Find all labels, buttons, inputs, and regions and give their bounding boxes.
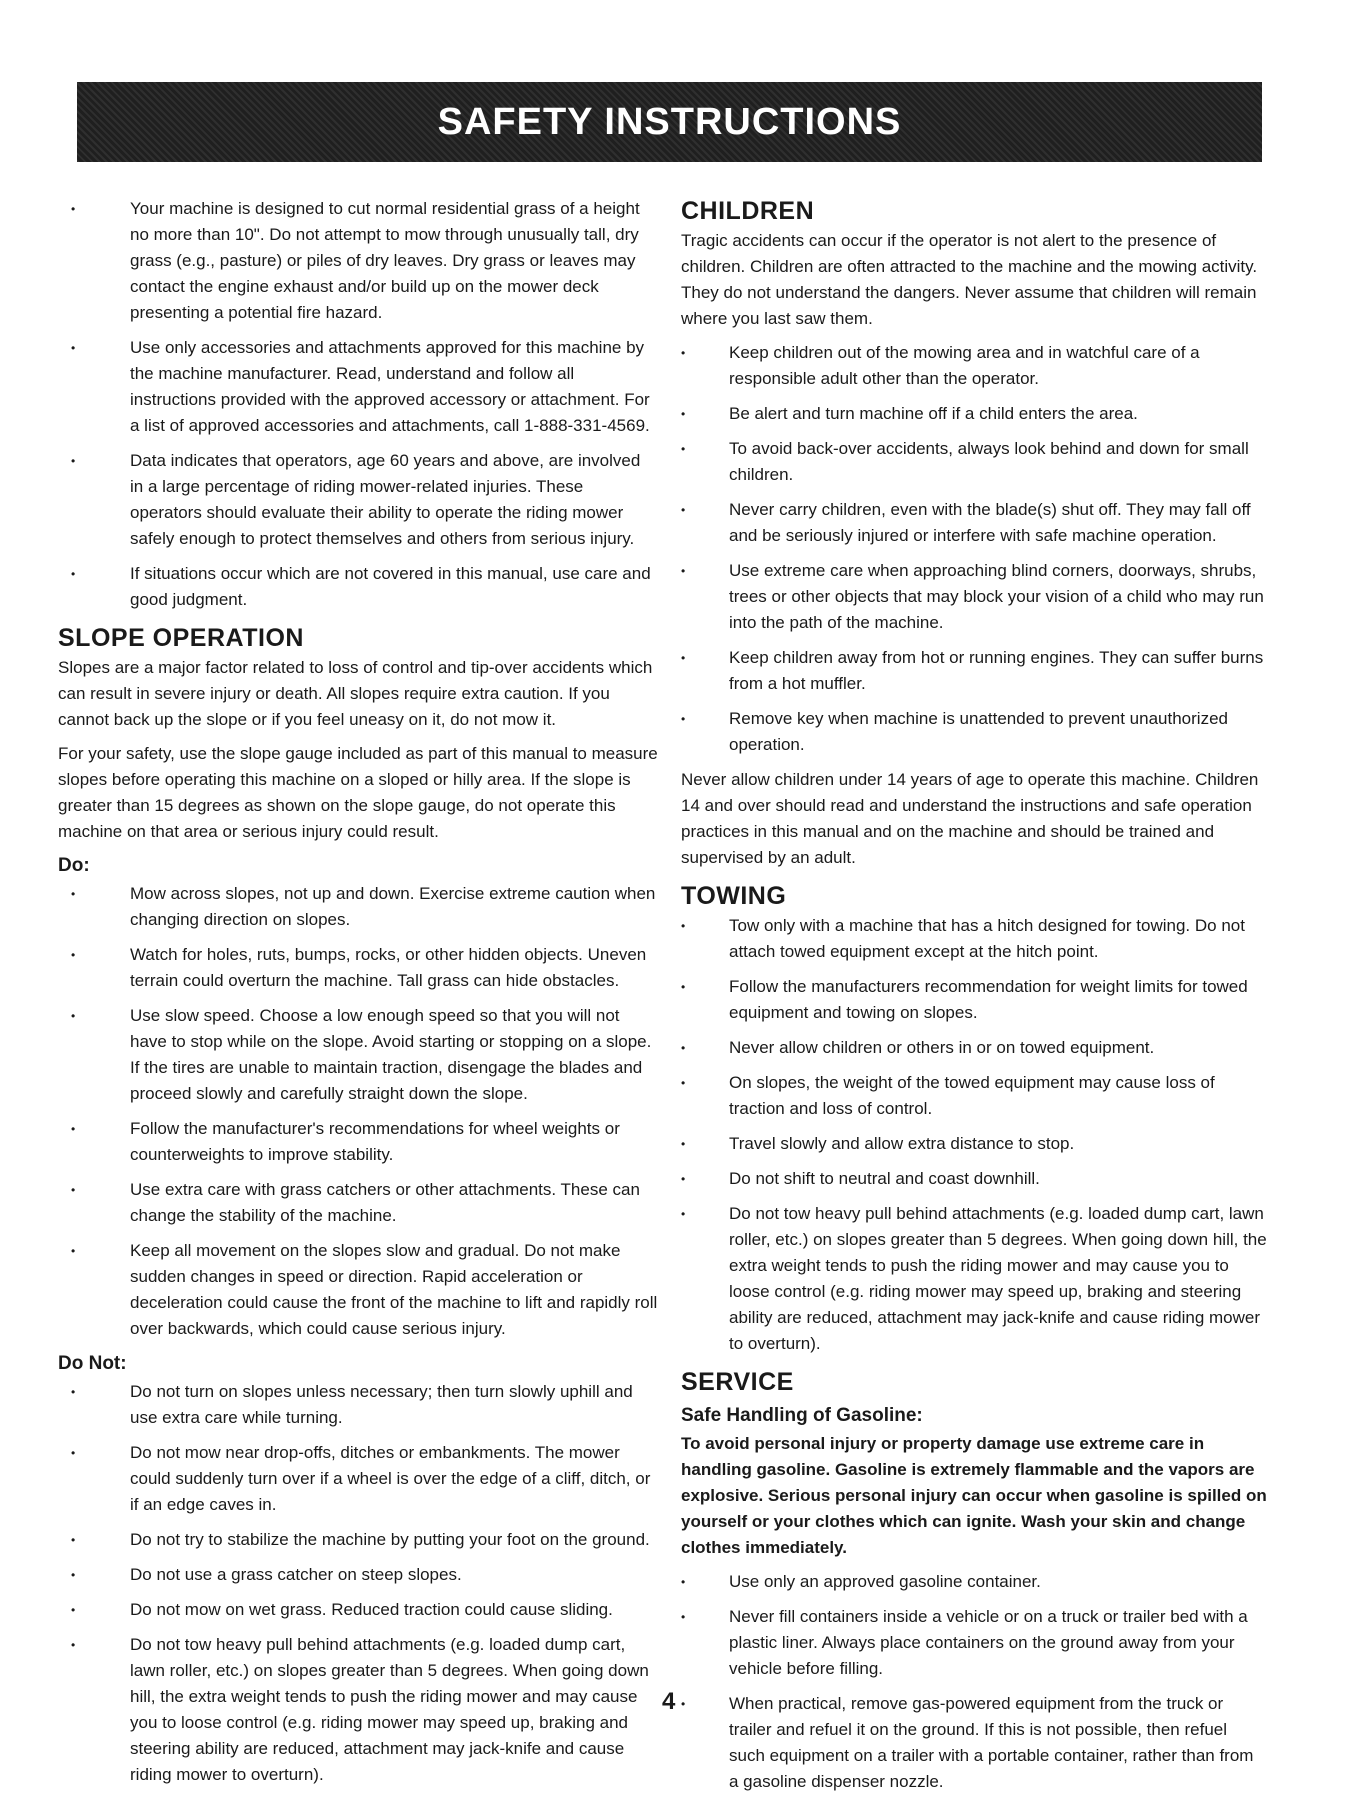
service-heading: SERVICE: [681, 1368, 794, 1396]
list-item: • Follow the manufacturers recommendation for weight limits for towed equipment and towing on slopes.: [681, 974, 1267, 1026]
list-item: • Keep children away from hot or running engines. They can suffer burns from a hot muffler.: [681, 645, 1267, 697]
list-item: • Be alert and turn machine off if a child enters the area.: [681, 401, 1267, 427]
list-item: • Follow the manufacturer's recommendations for wheel weights or counterweights to improve stability.: [58, 1116, 658, 1168]
list-item: • Use only an approved gasoline container.: [681, 1569, 1267, 1595]
list-item: • Do not shift to neutral and coast downhill.: [681, 1166, 1267, 1192]
list-item: • Do not mow near drop-offs, ditches or embankments. The mower could suddenly turn over if a wheel is over the edge of a cliff, ditch, or if an edge caves in.: [58, 1440, 658, 1518]
slope-operation-heading: SLOPE OPERATION: [58, 624, 304, 652]
do-list: [58, 881, 658, 1342]
list-item: • Do not tow heavy pull behind attachments (e.g. loaded dump cart, lawn roller, etc.) on slopes greater than 5 degrees. When going down hill, the extra weight tends to push the riding mower and may cause you to loose control (e.g. riding mower may speed up, braking and steering ability are reduced, attachment may jack-knife and cause riding mower to overturn).: [681, 1201, 1267, 1357]
gasoline-subheading: Safe Handling of Gasoline:: [681, 1405, 923, 1426]
intro-list: [58, 196, 658, 613]
service-list: [681, 1569, 1267, 1795]
children-heading: CHILDREN: [681, 197, 815, 225]
do-heading: Do:: [58, 855, 90, 876]
list-item: • Your machine is designed to cut normal residential grass of a height no more than 10". Do not attempt to mow through unusually tall, dry grass (e.g., pasture) or piles of dry leaves. Dry grass or leaves may contact the engine exhaust and/or build up on the mower deck presenting a potential fire hazard.: [58, 196, 658, 326]
list-item: • Travel slowly and allow extra distance to stop.: [681, 1131, 1267, 1157]
header-banner: [77, 82, 1262, 162]
left-column: [58, 196, 658, 1797]
slope-paragraph: For your safety, use the slope gauge included as part of this manual to measure slopes before operating this machine on a sloped or hilly area. If the slope is greater than 15 degrees as shown on the slope gauge, do not operate this machine on that area or serious injury could result.: [58, 744, 658, 841]
page-title: SAFETY INSTRUCTIONS: [437, 100, 902, 143]
list-item: • Do not mow on wet grass. Reduced traction could cause sliding.: [58, 1597, 658, 1623]
towing-list: [681, 913, 1267, 1357]
right-column: [681, 196, 1267, 1804]
list-item: • Use only accessories and attachments approved for this machine by the machine manufacturer. Read, understand and follow all instructions provided with the approved accessory or attachment. For a list of approved accessories and attachments, call 1-888-331-4569.: [58, 335, 658, 439]
list-item: • Remove key when machine is unattended to prevent unauthorized operation.: [681, 706, 1267, 758]
list-item: • Keep all movement on the slopes slow and gradual. Do not make sudden changes in speed or direction. Rapid acceleration or deceleration could cause the front of the machine to lift and rapidly roll over backwards, which could cause serious injury.: [58, 1238, 658, 1342]
list-item: • Use slow speed. Choose a low enough speed so that you will not have to stop while on the slope. Avoid starting or stopping on a slope. If the tires are unable to maintain traction, disengage the blades and proceed slowly and carefully straight down the slope.: [58, 1003, 658, 1107]
list-item: • Use extreme care when approaching blind corners, doorways, shrubs, trees or other objects that may block your vision of a child who may run into the path of the machine.: [681, 558, 1267, 636]
list-item: • Mow across slopes, not up and down. Exercise extreme caution when changing direction on slopes.: [58, 881, 658, 933]
do-not-heading: Do Not:: [58, 1353, 127, 1374]
page-number: 4: [662, 1688, 676, 1715]
list-item: • Do not turn on slopes unless necessary; then turn slowly uphill and use extra care while turning.: [58, 1379, 658, 1431]
list-item: • Do not tow heavy pull behind attachments (e.g. loaded dump cart, lawn roller, etc.) on slopes greater than 5 degrees. When going down hill, the extra weight tends to push the riding mower and may cause you to loose control (e.g. riding mower may speed up, braking and steering ability are reduced, attachment may jack-knife and cause riding mower to overturn).: [58, 1632, 658, 1788]
do-not-list: [58, 1379, 658, 1788]
children-list: [681, 340, 1267, 758]
list-item: • Do not try to stabilize the machine by putting your foot on the ground.: [58, 1527, 658, 1553]
towing-heading: TOWING: [681, 882, 787, 910]
slope-paragraph: Slopes are a major factor related to loss of control and tip-over accidents which can result in severe injury or death. All slopes require extra caution. If you cannot back up the slope or if you feel uneasy on it, do not mow it.: [58, 658, 653, 729]
list-item: • Tow only with a machine that has a hitch designed for towing. Do not attach towed equipment except at the hitch point.: [681, 913, 1267, 965]
list-item: • Do not use a grass catcher on steep slopes.: [58, 1562, 658, 1588]
list-item: • Never carry children, even with the blade(s) shut off. They may fall off and be seriously injured or interfere with safe machine operation.: [681, 497, 1267, 549]
list-item: • Keep children out of the mowing area and in watchful care of a responsible adult other than the operator.: [681, 340, 1267, 392]
children-closing: Never allow children under 14 years of age to operate this machine. Children 14 and over should read and understand the instructions and safe operation practices in this manual and on the machine and should be trained and supervised by an adult.: [681, 770, 1259, 867]
children-intro: Tragic accidents can occur if the operator is not alert to the presence of children. Children are often attracted to the machine and the mowing activity. They do not understand the dangers. Never assume that children will remain where you last saw them.: [681, 231, 1258, 328]
gasoline-warning: To avoid personal injury or property damage use extreme care in handling gasoline. Gasoline is extremely flammable and the vapors are explosive. Serious personal injury can occur when gasoline is spilled on yourself or your clothes which can ignite. Wash your skin and change clothes immediately.: [681, 1434, 1267, 1557]
list-item: • Never fill containers inside a vehicle or on a truck or trailer bed with a plastic liner. Always place containers on the ground away from your vehicle before filling.: [681, 1604, 1267, 1682]
list-item: • On slopes, the weight of the towed equipment may cause loss of traction and loss of control.: [681, 1070, 1267, 1122]
list-item: • Watch for holes, ruts, bumps, rocks, or other hidden objects. Uneven terrain could overturn the machine. Tall grass can hide obstacles.: [58, 942, 658, 994]
list-item: • Data indicates that operators, age 60 years and above, are involved in a large percentage of riding mower-related injuries. These operators should evaluate their ability to operate the riding mower safely enough to protect themselves and others from serious injury.: [58, 448, 658, 552]
list-item: • If situations occur which are not covered in this manual, use care and good judgment.: [58, 561, 658, 613]
list-item: • When practical, remove gas-powered equipment from the truck or trailer and refuel it on the ground. If this is not possible, then refuel such equipment on a trailer with a portable container, rather than from a gasoline dispenser nozzle.: [681, 1691, 1267, 1795]
list-item: • Use extra care with grass catchers or other attachments. These can change the stability of the machine.: [58, 1177, 658, 1229]
list-item: • To avoid back-over accidents, always look behind and down for small children.: [681, 436, 1267, 488]
list-item: • Never allow children or others in or on towed equipment.: [681, 1035, 1267, 1061]
